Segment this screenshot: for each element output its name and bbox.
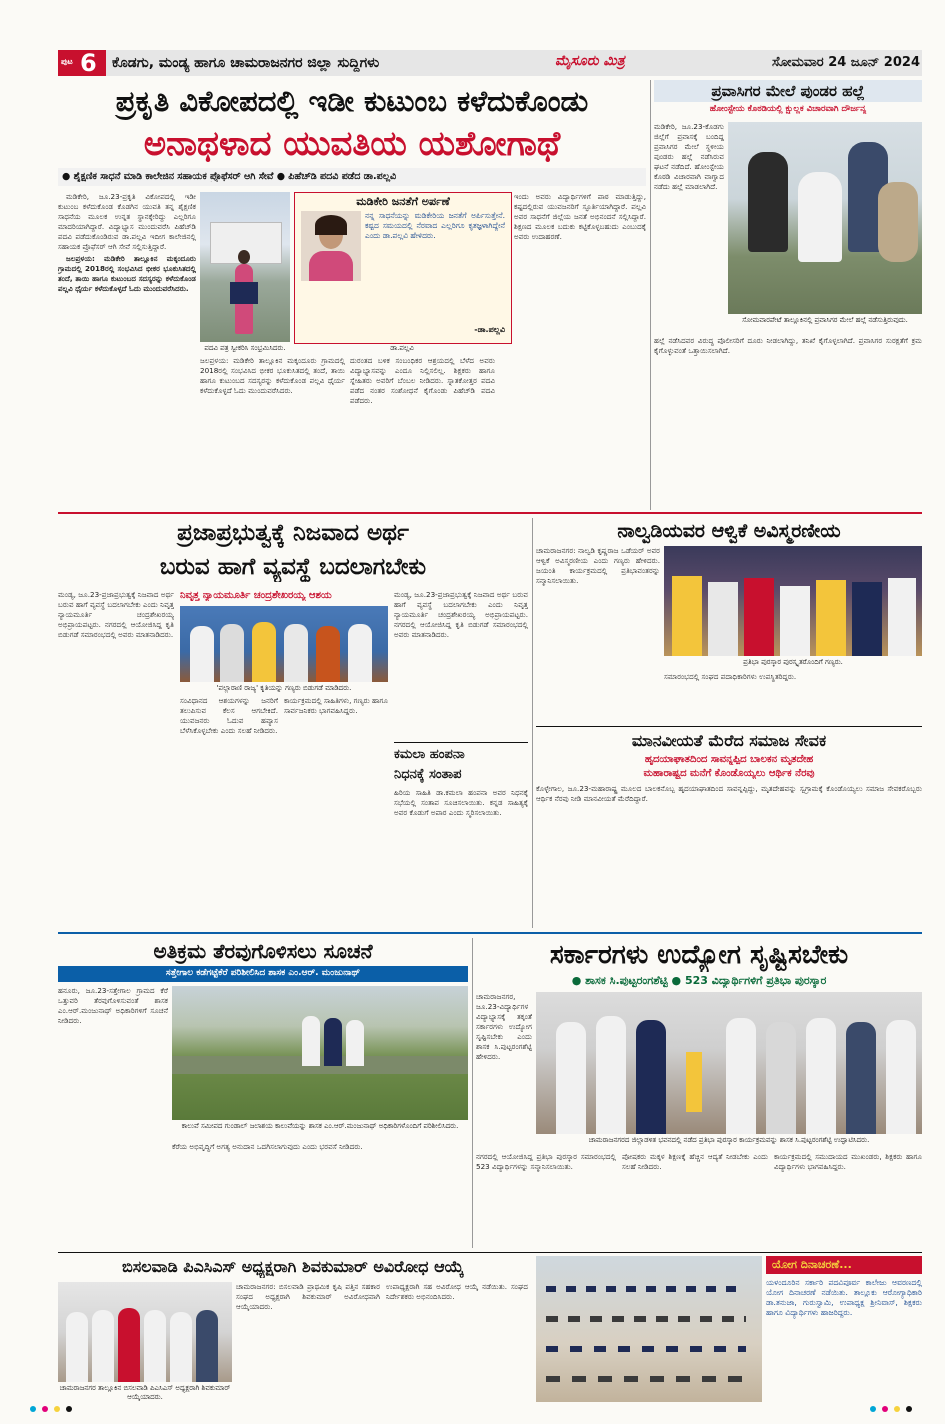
story3-subhead: ನಿವೃತ್ತ ನ್ಯಾಯಮೂರ್ತಿ ಚಂದ್ರಶೇಖರಯ್ಯ ಆಶಯ — [180, 590, 332, 601]
story3-side-text: ಹಿರಿಯ ಸಾಹಿತಿ ಡಾ.ಕಮಲಾ ಹಂಪನಾ ಅವರ ನಿಧನಕ್ಕೆ ಸಭೆಯಲ್ಲಿ ಸಂತಾಪ ಸೂಚಿಸಲಾಯಿತು. ಕನ್ನಡ ಸಾಹಿತ್ಯಕ್ಕೆ ಅವರ ಕೊಡುಗೆ ಅಪಾರ ಎಂದು ಸ್ಮರಿಸಲಾಯಿತು. — [394, 788, 528, 817]
story5-subhead1: ಹೃದಯಾಘಾತದಿಂದ ಸಾವನ್ನಪ್ಪಿದ ಬಾಲಕನ ಮೃತದೇಹ — [644, 754, 814, 765]
story6-photo — [172, 986, 468, 1120]
story8-caption: ಚಾಮರಾಜನಗರ ತಾಲ್ಲೂಕಿನ ಬಿಸಲವಾಡಿ ಪಿಎಸಿಎಸ್ ಅಧ್ಯಕ್ಷರಾಗಿ ಶಿವಕುಮಾರ್ ಆಯ್ಕೆಯಾದರು. — [59, 1384, 231, 1401]
story3-col1: ಮಂಡ್ಯ, ಜೂ.23-ಪ್ರಜಾಪ್ರಭುತ್ವಕ್ಕೆ ನಿಜವಾದ ಅರ್ಥ ಬರುವ ಹಾಗೆ ವ್ಯವಸ್ಥೆ ಬದಲಾಗಬೇಕು ಎಂದು ನಿವೃತ್ತ ನ್ಯಾಯಮೂರ್ತಿ ಚಂದ್ರಶೇಖರಯ್ಯ ಅಭಿಪ್ರಾಯಪಟ್ಟರು. ನಗರದಲ್ಲಿ ಆಯೋಜಿಸಿದ್ದ ಕೃತಿ ಬಿಡುಗಡೆ ಸಮಾರಂಭದಲ್ಲಿ ಅವರು ಮಾತನಾಡಿದರು. — [58, 590, 174, 639]
story8-col2: ಉಪಾಧ್ಯಕ್ಷರಾಗಿ ಸಹ ಅವಿರೋಧ ಆಯ್ಕೆ ನಡೆಯಿತು. ಸಂಘದ ನಿರ್ದೇಶಕರು ಅಭಿನಂದಿಸಿದರು. — [386, 1282, 528, 1301]
story1-box-byline: -ಡಾ.ಪಲ್ಲವಿ — [474, 325, 505, 334]
story8-col1: ಚಾಮರಾಜನಗರ: ಬಿಸಲವಾಡಿ ಪ್ರಾಥಮಿಕ ಕೃಷಿ ಪತ್ತಿನ ಸಹಕಾರ ಸಂಘದ ಅಧ್ಯಕ್ಷರಾಗಿ ಶಿವಕುಮಾರ್ ಅವಿರೋಧವಾಗಿ ಆಯ್ಕೆಯಾದರು. — [236, 1282, 380, 1311]
story3-col4: ಮಂಡ್ಯ, ಜೂ.23-ಪ್ರಜಾಪ್ರಭುತ್ವಕ್ಕೆ ನಿಜವಾದ ಅರ್ಥ ಬರುವ ಹಾಗೆ ವ್ಯವಸ್ಥೆ ಬದಲಾಗಬೇಕು ಎಂದು ನಿವೃತ್ತ ನ್ಯಾಯಮೂರ್ತಿ ಚಂದ್ರಶೇಖರಯ್ಯ ಅಭಿಪ್ರಾಯಪಟ್ಟರು. ನಗರದಲ್ಲಿ ಆಯೋಜಿಸಿದ್ದ ಕೃತಿ ಬಿಡುಗಡೆ ಸಮಾರಂಭದಲ್ಲಿ ಅವರು ಮಾತನಾಡಿದರು. — [394, 590, 528, 639]
divider-v3 — [472, 938, 473, 1248]
story4-headline: ನಾಲ್ವಡಿಯವರ ಆಳ್ವಿಕೆ ಅವಿಸ್ಮರಣೀಯ — [617, 520, 841, 542]
divider-v1 — [650, 80, 651, 510]
story2-headline: ಪ್ರವಾಸಿಗರ ಮೇಲೆ ಪುಂಡರ ಹಲ್ಲೆ — [654, 80, 922, 102]
story2-body2: ಹಲ್ಲೆ ನಡೆಸಿದವರ ವಿರುದ್ಧ ಪೊಲೀಸರಿಗೆ ದೂರು ನೀಡಲಾಗಿದ್ದು, ತನಿಖೆ ಕೈಗೊಳ್ಳಲಾಗಿದೆ. ಪ್ರವಾಸಿಗರ ಸುರಕ್ಷತೆಗೆ ಕ್ರಮ ಕೈಗೊಳ್ಳುವಂತೆ ಒತ್ತಾಯಿಸಲಾಗಿದೆ. — [654, 336, 922, 355]
date: ಸೋಮವಾರ 24 ಜೂನ್ 2024 — [772, 55, 920, 70]
yoga-photo — [536, 1256, 762, 1402]
story1-photo-caption: ಪದವಿ ಪತ್ರ ಸ್ವೀಕರಿಸಿ ಸಂಭ್ರಮಿಸಿದರು. — [204, 344, 286, 352]
story2-body: ಮಡಿಕೇರಿ, ಜೂ.23-ಕೊಡಗು ಜಿಲ್ಲೆಗೆ ಪ್ರವಾಸಕ್ಕೆ ಬಂದಿದ್ದ ಪ್ರವಾಸಿಗರ ಮೇಲೆ ಸ್ಥಳೀಯ ಪುಂಡರು ಹಲ್ಲೆ ನಡೆಸಿರುವ ಘಟನೆ ನಡೆದಿದೆ. ಹೋಂಸ್ಟೇಯ ಕೊಠಡಿ ವಿಚಾರವಾಗಿ ವಾಗ್ವಾದ ನಡೆದು ಹಲ್ಲೆ ಮಾಡಲಾಗಿದೆ. — [654, 122, 724, 191]
story1-col1-p1: ಮಡಿಕೇರಿ, ಜೂ.23-ಪ್ರಕೃತಿ ವಿಕೋಪದಲ್ಲಿ ಇಡೀ ಕುಟುಂಬ ಕಳೆದುಕೊಂಡ ಕೊಡಗಿನ ಯುವತಿ ತನ್ನ ಶೈಕ್ಷಣಿಕ ಸಾಧನೆಯ ಮೂಲಕ ಉನ್ನತ ಸ್ಥಾನಕ್ಕೇರಿದ್ದು ಎಲ್ಲರಿಗೂ ಮಾದರಿಯಾಗಿದ್ದಾರೆ. ವಿದ್ಯಾಭ್ಯಾಸ ಮುಂದುವರೆಸಿ ಪಿಹೆಚ್‍ಡಿ ಪದವಿ ಪಡೆದುಕೊಂಡಿರುವ ಡಾ.ಪಲ್ಲವಿ ಇದೀಗ ಕಾಲೇಜಿನಲ್ಲಿ ಸಹಾಯಕ ಪ್ರೊಫೆಸರ್ ಆಗಿ ಸೇವೆ ಸಲ್ಲಿಸುತ್ತಿದ್ದಾರೆ. — [58, 192, 196, 251]
story3-headline2: ಬರುವ ಹಾಗೆ ವ್ಯವಸ್ಥೆ ಬದಲಾಗಬೇಕು — [159, 554, 427, 580]
story2-photo — [728, 122, 922, 314]
story3-photo-caption: 'ಪಲ್ಲಾರಾಣಿ ರಾಜ್ಯ' ಕೃತಿಯನ್ನು ಗಣ್ಯರು ಬಿಡುಗಡೆ ಮಾಡಿದರು. — [216, 684, 352, 692]
masthead: ಮೈಸೂರು ಮಿತ್ರ — [555, 53, 625, 69]
story1-box-text: ನನ್ನ ಸಾಧನೆಯನ್ನು ಮಡಿಕೇರಿಯ ಜನತೆಗೆ ಅರ್ಪಿಸುತ್ತೇನೆ. ಕಷ್ಟದ ಸಮಯದಲ್ಲಿ ನೆರವಾದ ಎಲ್ಲರಿಗೂ ಕೃತಜ್ಞಳಾಗಿದ್ದೇನೆ ಎಂದು ಡಾ.ಪಲ್ಲವಿ ಹೇಳಿದರು. — [365, 211, 505, 240]
story1-portrait — [301, 211, 361, 281]
story7-col4: ಕಾರ್ಯಕ್ರಮದಲ್ಲಿ ಸಮುದಾಯದ ಮುಖಂಡರು, ಶಿಕ್ಷಕರು ಹಾಗೂ ವಿದ್ಯಾರ್ಥಿಗಳು ಭಾಗವಹಿಸಿದ್ದರು. — [774, 1152, 922, 1171]
story6-caption: ಕಾಲುವೆ ಸಮೀಪದ ಗುಂಡಾಲ್ ಜಲಾಶಯ ಕಾಲುವೆಯನ್ನು ಶಾಸಕ ಎಂ.ಆರ್.ಮಂಜುನಾಥ್ ಅಧಿಕಾರಿಗಳೊಂದಿಗೆ ಪರಿಶೀಲಿಸಿದರು. — [181, 1122, 459, 1130]
story6-body: ಹನೂರು, ಜೂ.23-ಸತ್ತೇಗಾಲ ಗ್ರಾಮದ ಕೆರೆ ಒತ್ತುವರಿ ತೆರವುಗೊಳಿಸುವಂತೆ ಶಾಸಕ ಎಂ.ಆರ್.ಮಂಜುನಾಥ್ ಅಧಿಕಾರಿಗಳಿಗೆ ಸೂಚನೆ ನೀಡಿದರು. — [58, 986, 168, 1025]
story4-body2: ಸಮಾರಂಭದಲ್ಲಿ ಸಂಘದ ಪದಾಧಿಕಾರಿಗಳು ಉಪಸ್ಥಿತರಿದ್ದರು. — [664, 672, 797, 681]
story7-subhead: ● ಶಾಸಕ ಸಿ.ಪುಟ್ಟರಂಗಶೆಟ್ಟಿ ● 523 ವಿದ್ಯಾರ್ಥಿಗಳಿಗೆ ಪ್ರತಿಭಾ ಪುರಸ್ಕಾರ — [571, 974, 827, 987]
story1-col4: ಇಂದು ಅವರು ವಿದ್ಯಾರ್ಥಿಗಳಿಗೆ ಪಾಠ ಮಾಡುತ್ತಿದ್ದು, ಕಷ್ಟದಲ್ಲಿರುವ ಯುವಜನರಿಗೆ ಸ್ಫೂರ್ತಿಯಾಗಿದ್ದಾರೆ. ಪಲ್ಲವಿ ಅವರ ಸಾಧನೆಗೆ ಜಿಲ್ಲೆಯ ಜನತೆ ಅಭಿನಂದನೆ ಸಲ್ಲಿಸಿದ್ದಾರೆ. ಶಿಕ್ಷಣದ ಮೂಲಕ ಬದುಕು ಕಟ್ಟಿಕೊಳ್ಳಬಹುದು ಎಂಬುದಕ್ಕೆ ಅವರು ಉದಾಹರಣೆ. — [514, 192, 646, 241]
divider-h2 — [536, 726, 922, 727]
story5-body: ಕೊಳ್ಳೇಗಾಲ, ಜೂ.23-ಮಹಾರಾಷ್ಟ್ರ ಮೂಲದ ಬಾಲಕನೊಬ್ಬ ಹೃದಯಾಘಾತದಿಂದ ಸಾವನ್ನಪ್ಪಿದ್ದು, ಮೃತದೇಹವನ್ನು ಸ್ವಗ್ರಾಮಕ್ಕೆ ಕೊಂಡೊಯ್ಯಲು ಸಮಾಜ ಸೇವಕರೊಬ್ಬರು ಆರ್ಥಿಕ ನೆರವು ನೀಡಿ ಮಾನವೀಯತೆ ಮೆರೆದಿದ್ದಾರೆ. — [536, 784, 922, 803]
story3-side-title2: ನಿಧನಕ್ಕೆ ಸಂತಾಪ — [394, 767, 462, 782]
story4-caption: ಪ್ರತಿಭಾ ಪುರಸ್ಕಾರ ಪುರಸ್ಕೃತರೊಂದಿಗೆ ಗಣ್ಯರು. — [743, 658, 843, 666]
story2-caption: ಸೋಮವಾರಪೇಟೆ ತಾಲ್ಲೂಕಿನಲ್ಲಿ ಪ್ರವಾಸಿಗರ ಮೇಲೆ ಹಲ್ಲೆ ನಡೆಸುತ್ತಿರುವುದು. — [742, 316, 908, 324]
story8-headline: ಬಿಸಲವಾಡಿ ಪಿಎಸಿಎಸ್ ಅಧ್ಯಕ್ಷರಾಗಿ ಶಿವಕುಮಾರ್ ಅವಿರೋಧ ಆಯ್ಕೆ — [122, 1257, 464, 1276]
story5-headline: ಮಾನವೀಯತೆ ಮೆರೆದ ಸಮಾಜ ಸೇವಕ — [631, 731, 827, 750]
story6-headline: ಅತಿಕ್ರಮ ತೆರವುಗೊಳಿಸಲು ಸೂಚನೆ — [153, 939, 373, 963]
story6-subhead: ಸತ್ತೇಗಾಲ ಕಡೆಗಟ್ಟೆಕೆರೆ ಪರಿಶೀಲಿಸಿದ ಶಾಸಕ ಎಂ.ಆರ್. ಮಂಜುನಾಥ್ — [165, 968, 361, 978]
story1-portrait-caption: ಡಾ.ಪಲ್ಲವಿ — [390, 344, 414, 352]
story6-body2: ಕೆರೆಯ ಅಭಿವೃದ್ಧಿಗೆ ಅಗತ್ಯ ಅನುದಾನ ಒದಗಿಸಲಾಗುವುದು ಎಂದು ಭರವಸೆ ನೀಡಿದರು. — [172, 1142, 363, 1151]
story1-photo — [200, 192, 290, 342]
story7-caption: ಚಾಮರಾಜನಗರದ ಜಿಲ್ಲಾಡಳಿತ ಭವನದಲ್ಲಿ ನಡೆದ ಪ್ರತಿಭಾ ಪುರಸ್ಕಾರ ಕಾರ್ಯಕ್ರಮವನ್ನು ಶಾಸಕ ಸಿ.ಪುಟ್ಟರಂಗಶೆಟ್ಟಿ ಉದ್ಘಾಟಿಸಿದರು. — [588, 1136, 870, 1144]
story5-subhead2: ಮಹಾರಾಷ್ಟ್ರದ ಮನೆಗೆ ಕೊಂಡೊಯ್ಯಲು ಆರ್ಥಿಕ ನೆರವು — [643, 768, 815, 779]
story8-photo — [58, 1282, 232, 1382]
divider-h1 — [58, 512, 922, 514]
story4-body: ಚಾಮರಾಜನಗರ: ನಾಲ್ವಡಿ ಕೃಷ್ಣರಾಜ ಒಡೆಯರ್ ಅವರ ಆಳ್ವಿಕೆ ಅವಿಸ್ಮರಣೀಯ ಎಂದು ಗಣ್ಯರು ಹೇಳಿದರು. ಜಯಂತಿ ಕಾರ್ಯಕ್ರಮದಲ್ಲಿ ಪ್ರತಿಭಾವಂತರನ್ನು ಸನ್ಮಾನಿಸಲಾಯಿತು. — [536, 546, 660, 585]
story9-headline: ಯೋಗ ದಿನಾಚರಣೆ... — [772, 1258, 852, 1271]
story3-col2: ಸಂವಿಧಾನದ ಆಶಯಗಳನ್ನು ಜನರಿಗೆ ತಲುಪಿಸುವ ಕೆಲಸ ಆಗಬೇಕಿದೆ. ಯುವಜನರು ಓದುವ ಹವ್ಯಾಸ ಬೆಳೆಸಿಕೊಳ್ಳಬೇಕು ಎಂದು ಸಲಹೆ ನೀಡಿದರು. — [180, 696, 278, 735]
story7-col2: ನಗರದಲ್ಲಿ ಆಯೋಜಿಸಿದ್ದ ಪ್ರತಿಭಾ ಪುರಸ್ಕಾರ ಸಮಾರಂಭದಲ್ಲಿ 523 ವಿದ್ಯಾರ್ಥಿಗಳನ್ನು ಸನ್ಮಾನಿಸಲಾಯಿತು. — [476, 1152, 616, 1171]
story1-headline1: ಪ್ರಕೃತಿ ವಿಕೋಪದಲ್ಲಿ ಇಡೀ ಕುಟುಂಬ ಕಳೆದುಕೊಂಡು — [115, 84, 589, 118]
divider-h4 — [58, 1252, 922, 1253]
story1-box — [294, 192, 512, 344]
page-badge — [58, 50, 106, 76]
story7-headline: ಸರ್ಕಾರಗಳು ಉದ್ಯೋಗ ಸೃಷ್ಟಿಸಬೇಕು — [549, 940, 849, 970]
page-word: ಪುಟ — [61, 57, 73, 66]
divider-h3 — [58, 932, 922, 934]
story3-photo — [180, 606, 388, 682]
page-number: 6 — [80, 49, 97, 77]
story1-col1 — [58, 192, 196, 524]
story3-side-title1: ಕಮಲಾ ಹಂಪನಾ — [394, 747, 465, 762]
story1-col3: ದುರಂತದ ಬಳಿಕ ಸಂಬಂಧಿಕರ ಆಶ್ರಯದಲ್ಲಿ ಬೆಳೆದ ಅವರು ವಿದ್ಯಾಭ್ಯಾಸವನ್ನು ಎಂದೂ ನಿಲ್ಲಿಸಲಿಲ್ಲ. ಶಿಕ್ಷಕರು ಹಾಗೂ ಸ್ನೇಹಿತರು ಅವರಿಗೆ ಬೆಂಬಲ ನೀಡಿದರು. ಸ್ನಾತಕೋತ್ತರ ಪದವಿ ಪಡೆದ ನಂತರ ಸಂಶೋಧನೆ ಕೈಗೊಂಡು ಪಿಹೆಚ್‍ಡಿ ಪದವಿ ಪಡೆದರು. — [350, 356, 495, 405]
section-title: ಕೊಡಗು, ಮಂಡ್ಯ ಹಾಗೂ ಚಾಮರಾಜನಗರ ಜಿಲ್ಲಾ ಸುದ್ದಿಗಳು — [112, 55, 380, 71]
story1-subhead: ● ಶೈಕ್ಷಣಿಕ ಸಾಧನೆ ಮಾಡಿ ಕಾಲೇಜಿನ ಸಹಾಯಕ ಪ್ರೊಫೆಸರ್ ಆಗಿ ಸೇವೆ ● ಪಿಹೆಚ್‍ಡಿ ಪದವಿ ಪಡೆದ ಡಾ.ಪಲ್ಲವಿ — [62, 171, 397, 182]
registration-marks — [30, 1406, 915, 1414]
story7-col3: ಪೋಷಕರು ಮಕ್ಕಳ ಶಿಕ್ಷಣಕ್ಕೆ ಹೆಚ್ಚಿನ ಆದ್ಯತೆ ನೀಡಬೇಕು ಎಂದು ಸಲಹೆ ನೀಡಿದರು. — [622, 1152, 768, 1171]
story9-body: ಯಳಂದೂರಿನ ಸರ್ಕಾರಿ ಪದವಿಪೂರ್ವ ಕಾಲೇಜು ಆವರಣದಲ್ಲಿ ಯೋಗ ದಿನಾಚರಣೆ ನಡೆಯಿತು. ತಾಲ್ಲೂಕು ಆರೋಗ್ಯಾಧಿಕಾರಿ ಡಾ.ತನುಜಾ, ಗುರುಸ್ವಾಮಿ, ಉಪಾಧ್ಯಕ್ಷ ಶ್ರೀನಿವಾಸ್, ಶಿಕ್ಷಕರು ಹಾಗೂ ವಿದ್ಯಾರ್ಥಿಗಳು ಹಾಜರಿದ್ದರು. — [766, 1278, 922, 1317]
story4-photo — [664, 546, 922, 656]
story1-headline2: ಅನಾಥಳಾದ ಯುವತಿಯ ಯಶೋಗಾಥೆ — [143, 124, 561, 164]
divider-v2 — [532, 518, 533, 928]
story3-col3: ಕಾರ್ಯಕ್ರಮದಲ್ಲಿ ಸಾಹಿತಿಗಳು, ಗಣ್ಯರು ಹಾಗೂ ಸಾರ್ವಜನಿಕರು ಭಾಗವಹಿಸಿದ್ದರು. — [284, 696, 388, 715]
story2-subhead: ಹೋಂಸ್ಟೇಯ ಕೊಠಡಿಯಲ್ಲಿ ಕ್ಷುಲ್ಲಕ ವಿಚಾರವಾಗಿ ದೌರ್ಜನ್ಯ — [709, 104, 867, 114]
story3-headline1: ಪ್ರಜಾಪ್ರಭುತ್ವಕ್ಕೆ ನಿಜವಾದ ಅರ್ಥ — [177, 520, 409, 546]
story1-box-title: ಮಡಿಕೇರಿ ಜನತೆಗೆ ಅರ್ಪಣೆ — [356, 195, 450, 208]
story7-col1: ಚಾಮರಾಜನಗರ, ಜೂ.23-ವಿದ್ಯಾರ್ಥಿಗಳ ವಿದ್ಯಾಭ್ಯಾಸಕ್ಕೆ ತಕ್ಕಂತೆ ಸರ್ಕಾರಗಳು ಉದ್ಯೋಗ ಸೃಷ್ಟಿಸಬೇಕು ಎಂದು ಶಾಸಕ ಸಿ.ಪುಟ್ಟರಂಗಶೆಟ್ಟಿ ಹೇಳಿದರು. — [476, 992, 532, 1061]
story1-col1-p2: ಜಲಪ್ರಳಯ: ಮಡಿಕೇರಿ ತಾಲ್ಲೂಕಿನ ಮಕ್ಕಂದೂರು ಗ್ರಾಮದಲ್ಲಿ 2018ರಲ್ಲಿ ಸಂಭವಿಸಿದ ಭೀಕರ ಭೂಕುಸಿತದಲ್ಲಿ ತಂದೆ, ತಾಯಿ ಹಾಗೂ ಕುಟುಂಬದ ಸದಸ್ಯರನ್ನು ಕಳೆದುಕೊಂಡ ಪಲ್ಲವಿ ಧೈರ್ಯ ಕಳೆದುಕೊಳ್ಳದೆ ಓದು ಮುಂದುವರೆಸಿದರು. — [58, 254, 196, 293]
story1-col2: ಜಲಪ್ರಳಯ: ಮಡಿಕೇರಿ ತಾಲ್ಲೂಕಿನ ಮಕ್ಕಂದೂರು ಗ್ರಾಮದಲ್ಲಿ 2018ರಲ್ಲಿ ಸಂಭವಿಸಿದ ಭೀಕರ ಭೂಕುಸಿತದಲ್ಲಿ ತಂದೆ, ತಾಯಿ ಹಾಗೂ ಕುಟುಂಬದ ಸದಸ್ಯರನ್ನು ಕಳೆದುಕೊಂಡ ಪಲ್ಲವಿ ಧೈರ್ಯ ಕಳೆದುಕೊಳ್ಳದೆ ಓದು ಮುಂದುವರೆಸಿದರು. — [200, 356, 345, 395]
story3-side-rule — [394, 742, 528, 743]
story7-photo — [536, 992, 922, 1134]
